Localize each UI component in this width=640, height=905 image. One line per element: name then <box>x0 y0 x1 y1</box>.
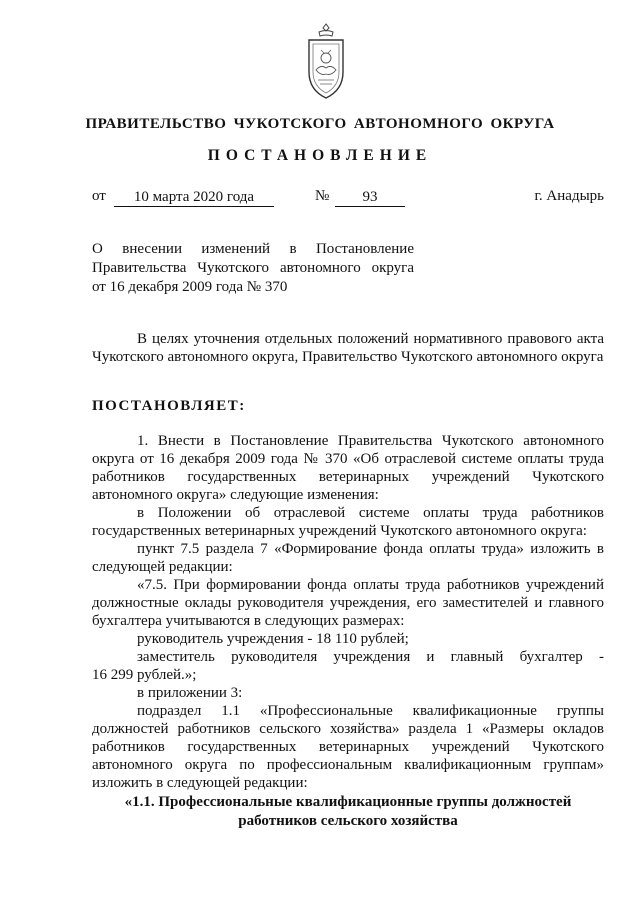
number-sign: № <box>315 188 330 204</box>
paragraph-4: «7.5. При формировании фонда оплаты труда работников учреждений должностные оклады руководителя учреждения, его заместителей и главного бухгалтера учитываются в следующих размерах: <box>92 577 604 629</box>
document-number: 93 <box>335 188 405 207</box>
resolves-heading: ПОСТАНОВЛЯЕТ: <box>92 398 246 414</box>
paragraph-8: подраздел 1.1 «Профессиональные квалификационные группы должностей работников сельского хозяйства» раздела 1 «Размеры окладов работников государственных ветеринарных учреждений Чукотского автономного округа по профессиональным квалификационным группам» изложить в следующей редакции: <box>92 703 604 791</box>
document-body <box>92 432 604 792</box>
section-title-line-2: работников сельского хозяйства <box>238 813 458 829</box>
document-type: ПОСТАНОВЛЕНИЕ <box>207 147 433 164</box>
paragraph-1: 1. Внести в Постановление Правительства Чукотского автономного округа от 16 декабря 2009 года № 370 «Об отраслевой системе оплаты труда работников государственных ветеринарных учреждений Чукотского автономного округа» следующие изменения: <box>92 433 604 503</box>
document-date: 10 марта 2020 года <box>114 188 274 207</box>
paragraph-3: пункт 7.5 раздела 7 «Формирование фонда оплаты труда» изложить в следующей редакции: <box>92 541 604 575</box>
section-title <box>92 793 604 831</box>
section-title-line-1: «1.1. Профессиональные квалификационные группы должностей <box>124 794 572 810</box>
paragraph-6-line-1: заместитель руководителя учреждения и главный бухгалтер - <box>137 649 604 665</box>
subject-line-3: от 16 декабря 2009 года № 370 <box>92 279 288 295</box>
coat-of-arms-emblem <box>301 22 351 112</box>
paragraph-2: в Положении об отраслевой системе оплаты труда работников государственных ветеринарных учреждений Чукотского автономного округа: <box>92 505 604 539</box>
subject-line-2: Правительства Чукотского автономного округа <box>92 260 414 276</box>
document-city: г. Анадырь <box>534 188 604 204</box>
paragraph-6-line-2: 16 299 рублей.»; <box>92 667 197 683</box>
date-line <box>92 188 604 210</box>
preamble: В целях уточнения отдельных положений нормативного правового акта Чукотского автономного округа, Правительство Чукотского автономного округа <box>92 331 604 365</box>
document-subject <box>92 240 414 297</box>
subject-line-1: О внесении изменений в Постановление <box>92 241 414 257</box>
paragraph-7: в приложении 3: <box>137 685 243 701</box>
paragraph-5: руководитель учреждения - 18 110 рублей; <box>137 631 409 647</box>
government-title: ПРАВИТЕЛЬСТВО ЧУКОТСКОГО АВТОНОМНОГО ОКРУГА <box>85 116 555 132</box>
date-prefix: от <box>92 188 106 204</box>
